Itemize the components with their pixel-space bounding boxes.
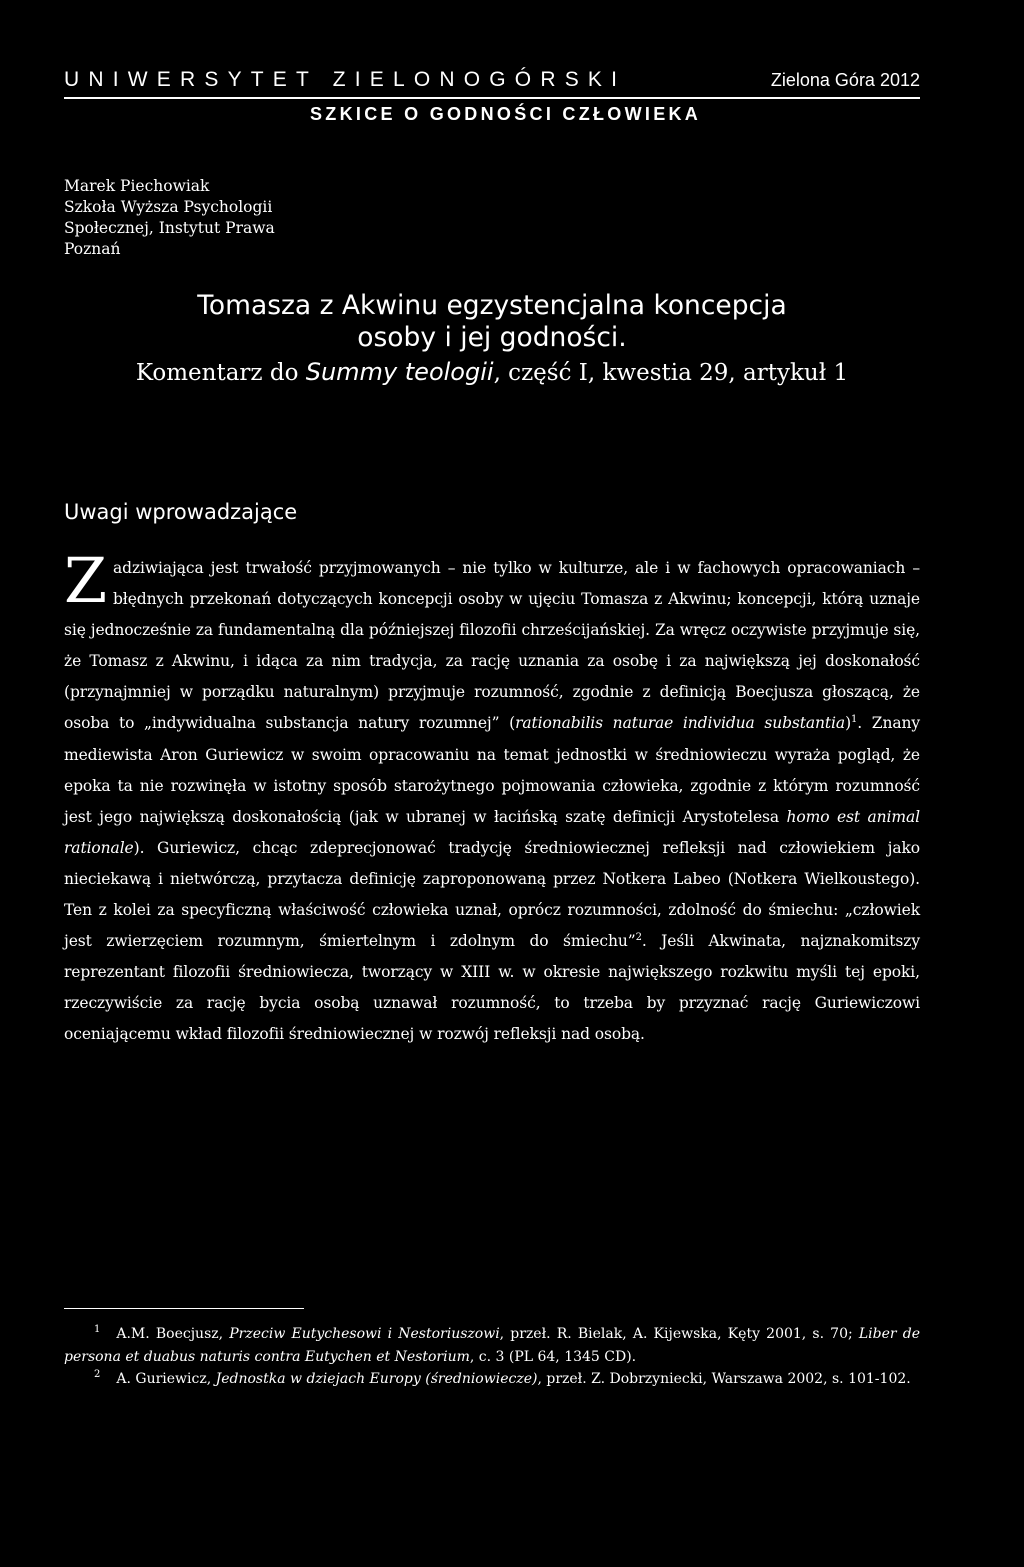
footnote-mark: 1 bbox=[94, 1324, 101, 1336]
article-title bbox=[64, 290, 920, 391]
affiliation-line: Szkoła Wyższa Psychologii bbox=[64, 198, 273, 216]
drop-cap: Z bbox=[64, 544, 107, 617]
footnote-ref-2[interactable]: 2 bbox=[635, 931, 642, 943]
body-text-4: . Jeśli Akwinata, najznakomitszy reprezentant filozofii średniowiecza, tworzący w XIII w. w okresie największego rozkwitu myśli tej epoki, rzeczywiście za rację bycia osobą uznawał rozumność, to trzeba by przyznać rację Guriewiczowi oceniającemu wkład filozofii średniowiecznej w rozwój refleksji nad osobą. bbox=[64, 932, 920, 1044]
footnote-1 bbox=[64, 1323, 920, 1368]
title-line-3 bbox=[64, 354, 920, 391]
footnotes bbox=[64, 1323, 920, 1391]
footnote-text: A. Guriewicz, bbox=[116, 1371, 216, 1387]
author-name: Marek Piechowiak bbox=[64, 177, 210, 195]
body-text-1b: ) bbox=[845, 714, 852, 733]
title-line-3-post: , część I, kwestia 29, artykuł 1 bbox=[493, 360, 849, 386]
footnote-mark: 2 bbox=[94, 1369, 101, 1381]
section-heading: Uwagi wprowadzające bbox=[64, 500, 298, 524]
footnote-italic: Przeciw Eutychesowi i Nestoriuszowi bbox=[229, 1326, 500, 1342]
affiliation-line: Społecznej, Instytut Prawa bbox=[64, 219, 275, 237]
footnote-text: , przeł. R. Bielak, A. Kijewska, Kęty 2001, s. 70; bbox=[499, 1326, 859, 1342]
footnote-text: A.M. Boecjusz, bbox=[116, 1326, 230, 1342]
footnote-2 bbox=[64, 1368, 920, 1391]
title-line-3-italic: Summy teologii bbox=[305, 358, 494, 386]
title-line-1: Tomasza z Akwinu egzystencjalna koncepcja bbox=[197, 290, 787, 321]
title-line-3-pre: Komentarz do bbox=[135, 360, 306, 386]
university-name: UNIWERSYTET ZIELONOGÓRSKI bbox=[64, 68, 627, 91]
body-paragraph bbox=[64, 544, 921, 1051]
footnote-italic: Liber de persona et duabus naturis contra Eutychen et Nestorium bbox=[64, 1326, 920, 1365]
body-text-1: adziwiająca jest trwałość przyjmowanych – nie tylko w kulturze, ale i w fachowych opracowaniach – błędnych przekonań dotyczących koncepcji osoby w ujęciu Tomasza z Akwinu; koncepcji, którą uznaje się jednocześnie za fundamentalną dla późniejszej filozofii chrześcijańskiej. Za wręcz oczywiste przyjmuje się, że Tomasz z Akwinu, i idąca za nim tradycja, za rację uznania za osobę i za największą jej doskonałość (przynajmniej w porządku naturalnym) przyjmuje rozumność, zgodnie z definicją Boecjusza głoszącą, że osoba to „indywidualna substancja natury rozumnej” ( bbox=[64, 559, 920, 733]
body-text-2: . Znany mediewista Aron Guriewicz w swoim opracowaniu na temat jednostki w średniowieczu wyraża pogląd, że epoka ta nie rozwinęła w istotny sposób starożytnego pojmowania człowieka, zgodnie z którym rozumność jest jego największą doskonałością (jak w ubranej w łacińską szatę definicji Arystotelesa bbox=[64, 714, 921, 826]
footnote-text: , przeł. Z. Dobrzyniecki, Warszawa 2002, s. 101-102. bbox=[537, 1371, 911, 1387]
running-header bbox=[64, 68, 920, 98]
footnote-rule bbox=[64, 1308, 304, 1309]
footnote-italic: Jednostka w dziejach Europy (średniowiecze) bbox=[215, 1371, 538, 1387]
body-italic-2: homo est animal rationale bbox=[64, 807, 920, 857]
body-italic-1: rationabilis naturae individua substantia bbox=[515, 714, 846, 733]
footnote-text: , c. 3 (PL 64, 1345 CD). bbox=[469, 1348, 637, 1365]
series-title: SZKICE O GODNOŚCI CZŁOWIEKA bbox=[310, 104, 702, 124]
title-line-2: osoby i jej godności. bbox=[357, 322, 627, 353]
author-city: Poznań bbox=[64, 240, 121, 258]
footnote-ref-1[interactable]: 1 bbox=[851, 714, 858, 726]
header-rule bbox=[64, 97, 920, 99]
author-affiliation bbox=[64, 176, 275, 260]
body-text-3: ). Guriewicz, chcąc zdeprecjonować tradycję średniowiecznej refleksji nad człowiekiem jako nieciekawą i nietwórczą, przytacza definicję zaproponowaną przez Notkera Labeo (Notkera Wielkoustego). Ten z kolei za specyficzną właściwość człowieka uznał, oprócz rozumności, zdolność do śmiechu: „człowiek jest zwierzęciem rozumnym, śmiertelnym i zdolnym do śmiechu” bbox=[64, 838, 920, 951]
place-year: Zielona Góra 2012 bbox=[770, 70, 920, 90]
